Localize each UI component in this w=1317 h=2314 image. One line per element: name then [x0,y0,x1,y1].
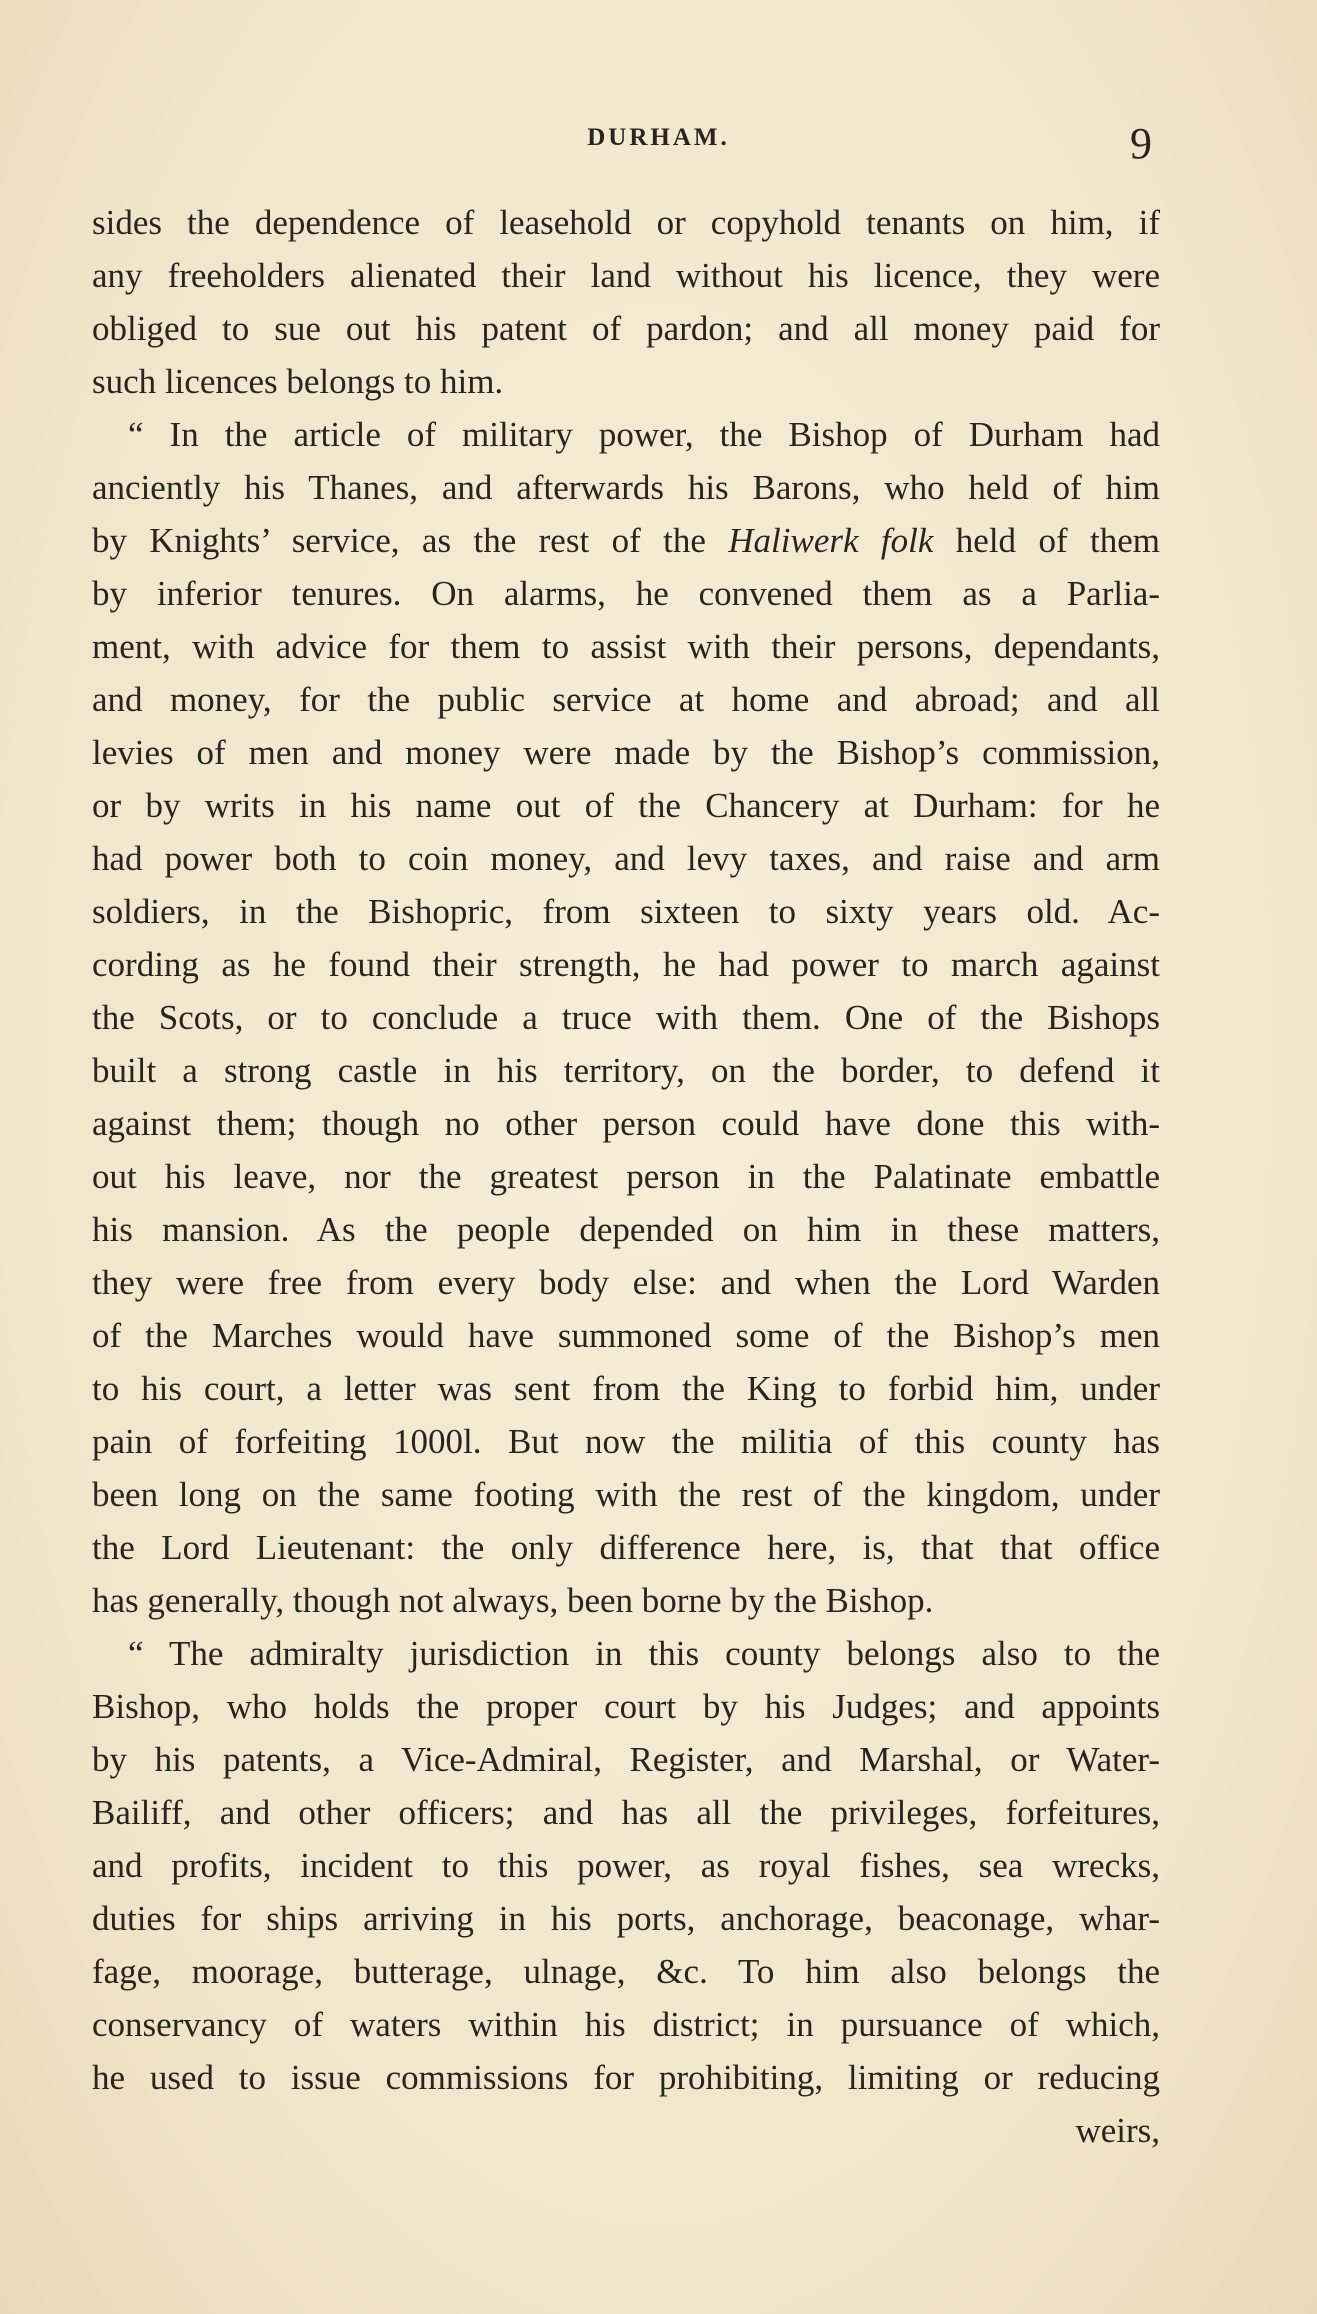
text-line: and profits, incident to this power, as royal fishes, sea wrecks, [92,1846,1160,1885]
text-line: built a strong castle in his territory, on the border, to defend it [92,1051,1160,1090]
text-line: obliged to sue out his patent of pardon; and all money paid for [92,309,1160,348]
text-line: his mansion. As the people depended on him in these matters, [92,1210,1160,1249]
text-line: conservancy of waters within his district; in pursuance of which, [92,2005,1160,2044]
text-line: had power both to coin money, and levy taxes, and raise and arm [92,839,1160,878]
text-line: and money, for the public service at home and abroad; and all [92,680,1160,719]
text-line: or by writs in his name out of the Chancery at Durham: for he [92,786,1160,825]
text-line: the Scots, or to conclude a truce with them. One of the Bishops [92,998,1160,1037]
text-line: Bishop, who holds the proper court by his Judges; and appoints [92,1687,1160,1726]
text-line: cording as he found their strength, he had power to march against [92,945,1160,984]
text-line: pain of forfeiting 1000l. But now the militia of this county has [92,1422,1160,1461]
text-line: he used to issue commissions for prohibiting, limiting or reducing [92,2058,1160,2097]
text-line: fage, moorage, butterage, ulnage, &c. To him also belongs the [92,1952,1160,1991]
page-number: 9 [1130,119,1152,168]
text-line: against them; though no other person could have done this with- [92,1104,1160,1143]
text-line: “ In the article of military power, the Bishop of Durham had [128,415,1160,454]
text-line: anciently his Thanes, and afterwards his Barons, who held of him [92,468,1160,507]
text-line: has generally, though not always, been borne by the Bishop. [92,1581,934,1620]
text-line: by inferior tenures. On alarms, he convened them as a Parlia- [92,574,1160,613]
text-line: duties for ships arriving in his ports, anchorage, beaconage, whar- [92,1899,1160,1938]
running-head: DURHAM. [587,124,730,151]
text-line [92,514,1160,567]
body-text [92,196,1160,2157]
text-line: sides the dependence of leasehold or copyhold tenants on him, if [92,203,1160,242]
text-line: out his leave, nor the greatest person in the Palatinate embattle [92,1157,1160,1196]
text-line: weirs, [1075,2111,1160,2150]
text-line: they were free from every body else: and when the Lord Warden [92,1263,1160,1302]
text-line: any freeholders alienated their land without his licence, they were [92,256,1160,295]
italic-term: Haliwerk folk [728,521,934,560]
text-line: Bailiff, and other officers; and has all the privileges, forfeitures, [92,1793,1160,1832]
text-line: the Lord Lieutenant: the only difference here, is, that that office [92,1528,1160,1567]
text-line: such licences belongs to him. [92,362,504,401]
text-line: of the Marches would have summoned some of the Bishop’s men [92,1316,1160,1355]
text-line: by his patents, a Vice-Admiral, Register, and Marshal, or Water- [92,1740,1160,1779]
text-line: to his court, a letter was sent from the King to forbid him, under [92,1369,1160,1408]
text-line: soldiers, in the Bishopric, from sixteen to sixty years old. Ac- [92,892,1160,931]
text-segment: held of them [933,521,1160,560]
text-segment: by Knights’ service, as the rest of the [92,521,729,560]
text-line: “ The admiralty jurisdiction in this county belongs also to the [128,1634,1160,1673]
text-line: levies of men and money were made by the Bishop’s commission, [92,733,1160,772]
text-line: ment, with advice for them to assist with their persons, dependants, [92,627,1160,666]
text-line: been long on the same footing with the rest of the kingdom, under [92,1475,1160,1514]
